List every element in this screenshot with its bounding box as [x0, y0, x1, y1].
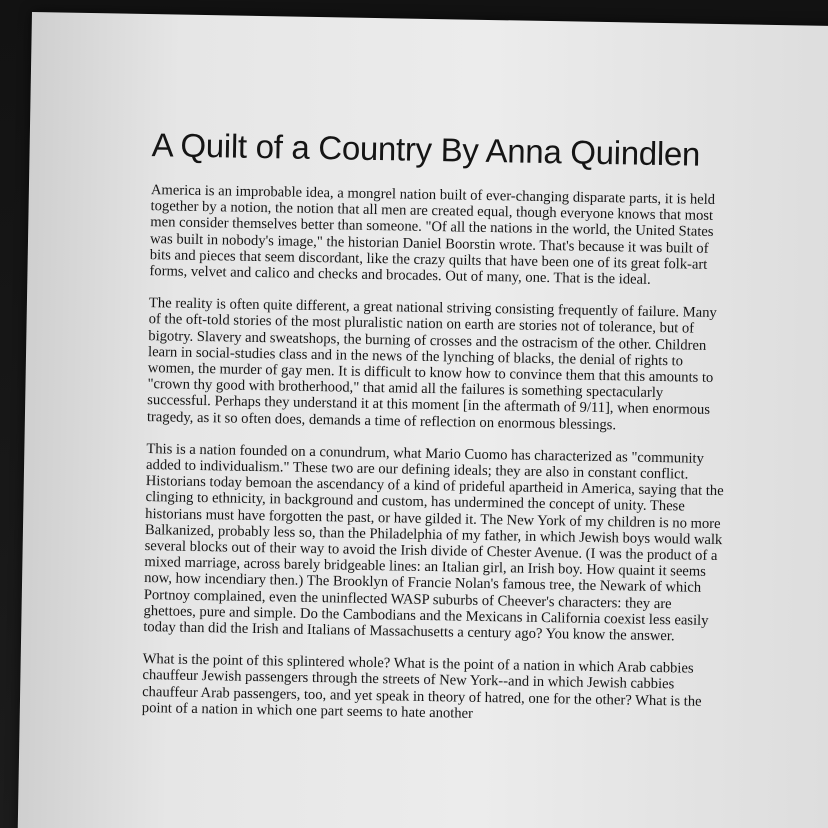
paragraph-4: What is the point of this splintered whole? What is the point of a nation in which Arab cabbies chauffeur Jewish passengers through the streets of New York--and in which Jewish cabbies chauffeur Arab passengers, too, and yet speak in theory of hatred, one for the other? What is the point of a nation in which one part seems to hate another	[141, 651, 702, 722]
paragraph-1: America is an improbable idea, a mongrel nation built of ever-changing disparate parts, it is held together by a notion, the notion that all men are created equal, though everyone knows that most men consider themselves better than someone. "Of all the nations in the world, the United States was built in nobody's image," the historian Daniel Boorstin wrote. That's because it was built of bits and pieces that seem discordant, like the crazy quilts that have been one of its great folk-art forms, velvet and calico and checks and brocades. Out of many, one. That is the ideal.	[149, 182, 716, 288]
document-title: A Quilt of a Country By Anna Quindlen	[151, 126, 701, 173]
document-body	[141, 126, 731, 742]
document-page	[17, 12, 828, 828]
paragraph-2: The reality is often quite different, a great national striving consisting frequently of failure. Many of the oft-told stories of the most pluralistic nation on earth are stories not of tolerance, but of bigotry. Slavery and sweatshops, the burning of crosses and the ostracism of the other. Children learn in social-studies class and in the news of the lynching of blacks, the denial of rights to women, the murder of gay men. It is difficult to know how to convince them that this amounts to "crown thy good with brotherhood," that amid all the failures is something spectacularly successful. Perhaps they understand it at this moment [in the aftermath of 9/11], when enormous tragedy, as it so often does, demands a time of reflection on enormous blessings.	[146, 295, 717, 433]
paragraph-3: This is a nation founded on a conundrum, what Mario Cuomo has characterized as "community added to individualism." These two are our defining ideals; they are also in constant conflict. Historians today bemoan the ascendancy of a kind of prideful apartheid in America, saying that the clinging to ethnicity, in background and custom, has undermined the concept of unity. These historians must have forgotten the past, or have gilded it. The New York of my children is no more Balkanized, probably less so, than the Philadelphia of my father, in which Jewish boys would walk several blocks out of their way to avoid the Irish divide of Chester Avenue. (I was the product of a mixed marriage, across barely bridgeable lines: an Italian girl, an Irish boy. How quaint it seems now, how incendiary then.) The Brooklyn of Francie Nolan's famous tree, the Newark of which Portnoy complained, even the uninflected WASP suburbs of Cheever's characters: they are ghettoes, pure and simple. Do the Cambodians and the Mexicans in California coexist less easily today than did the Irish and Italians of Massachusetts a century ago? You know the answer.	[143, 440, 724, 645]
